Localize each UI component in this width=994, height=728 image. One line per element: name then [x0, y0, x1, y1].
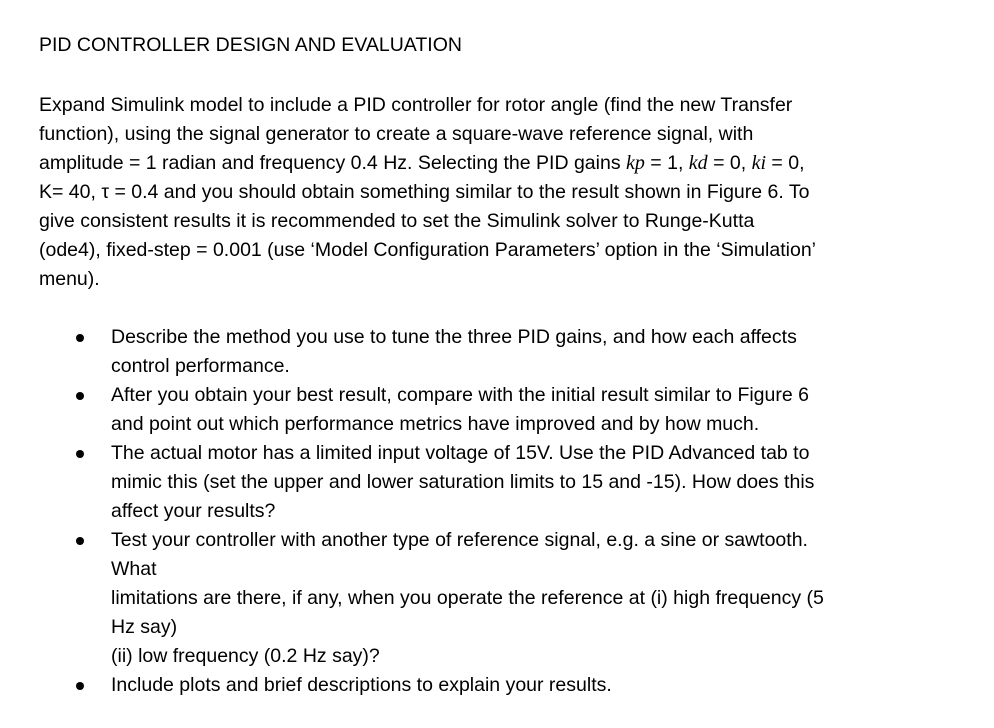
- intro-line: function), using the signal generator to create a square-wave reference signal, with: [39, 123, 754, 145]
- bullet-text: [111, 323, 959, 381]
- bullet-line: and point out which performance metrics have improved and by how much.: [111, 413, 760, 435]
- bullet-line: Include plots and brief descriptions to explain your results.: [111, 674, 612, 696]
- ki-symbol: ki: [751, 152, 767, 174]
- bullet-line: limitations are there, if any, when you operate the reference at (i) high frequency (5: [111, 587, 824, 609]
- kp-value: = 1,: [644, 152, 689, 174]
- bullet-item: [39, 671, 959, 700]
- intro-line: give consistent results it is recommended to set the Simulink solver to Runge-Kutta: [39, 210, 755, 232]
- ki-value: = 0,: [766, 152, 805, 174]
- bullet-text: [111, 381, 959, 439]
- intro-line: Expand Simulink model to include a PID controller for rotor angle (find the new Transfer: [39, 94, 793, 116]
- section-title: PID CONTROLLER DESIGN AND EVALUATION: [39, 34, 462, 56]
- intro-text: amplitude = 1 radian and frequency 0.4 Hz. Selecting the PID gains: [39, 152, 626, 174]
- bullet-text: [111, 439, 959, 526]
- intro-line-gains: [39, 149, 959, 178]
- bullet-item: [39, 439, 959, 526]
- bullet-dot-icon: [76, 334, 84, 342]
- bullet-line: The actual motor has a limited input voltage of 15V. Use the PID Advanced tab to: [111, 442, 810, 464]
- bullet-line: Describe the method you use to tune the three PID gains, and how each affects: [111, 326, 797, 348]
- bullet-line: After you obtain your best result, compare with the initial result similar to Figure 6: [111, 384, 809, 406]
- bullet-dot-icon: [76, 537, 84, 545]
- bullet-item: [39, 526, 959, 671]
- task-bullet-list: [39, 323, 959, 700]
- bullet-item: [39, 323, 959, 381]
- bullet-text: [111, 671, 959, 700]
- bullet-line: Test your controller with another type of reference signal, e.g. a sine or sawtooth.: [111, 529, 808, 551]
- bullet-line: Hz say): [111, 616, 178, 638]
- bullet-text: [111, 526, 959, 671]
- bullet-line: mimic this (set the upper and lower saturation limits to 15 and -15). How does this: [111, 471, 815, 493]
- kd-symbol: kd: [688, 152, 708, 174]
- bullet-dot-icon: [76, 682, 84, 690]
- bullet-dot-icon: [76, 392, 84, 400]
- kd-value: = 0,: [707, 152, 752, 174]
- kp-symbol: kp: [625, 152, 645, 174]
- intro-line: menu).: [39, 268, 100, 290]
- intro-line: K= 40, τ = 0.4 and you should obtain something similar to the result shown in Figure 6. To: [39, 181, 810, 203]
- intro-paragraph: [39, 91, 959, 294]
- bullet-item: [39, 381, 959, 439]
- bullet-line: (ii) low frequency (0.2 Hz say)?: [111, 645, 380, 667]
- bullet-line: affect your results?: [111, 500, 276, 522]
- bullet-dot-icon: [76, 450, 84, 458]
- intro-line: (ode4), fixed-step = 0.001 (use ‘Model Configuration Parameters’ option in the ‘Simulation’: [39, 239, 816, 261]
- bullet-line: control performance.: [111, 355, 290, 377]
- bullet-line: What: [111, 558, 157, 580]
